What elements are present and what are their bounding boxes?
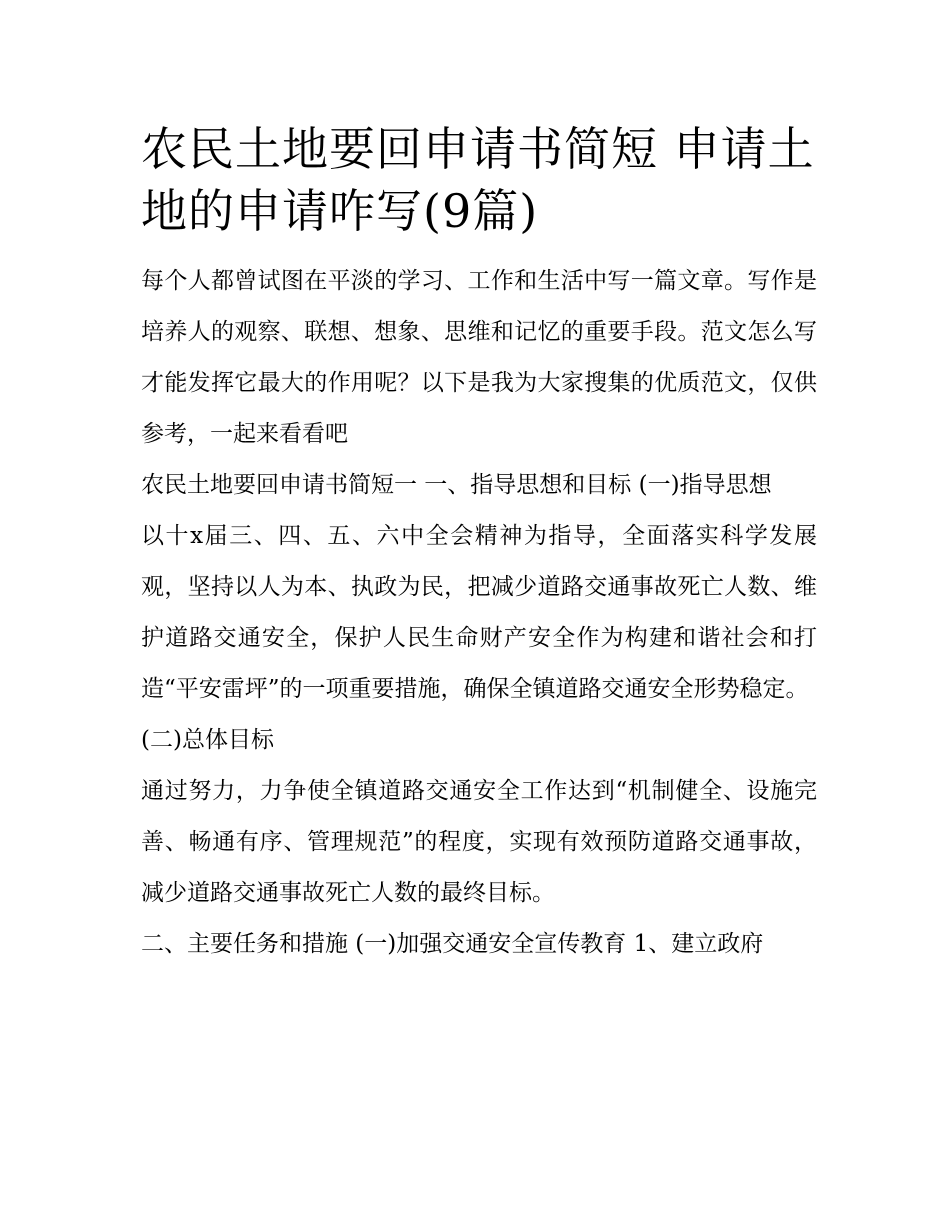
paragraph-overall-goal: 通过努力，力争使全镇道路交通安全工作达到“机制健全、设施完善、畅通有序、管理规范”的程度，实现有效预防道路交通事故，减少道路交通事故死亡人数的最终目标。 xyxy=(141,778,817,906)
paragraph-intro: 每个人都曾试图在平淡的学习、工作和生活中写一篇文章。写作是培养人的观察、联想、想象、思维和记忆的重要手段。范文怎么写才能发挥它最大的作用呢？以下是我为大家搜集的优质范文，仅供参考，一起来看看吧 xyxy=(141,268,817,447)
paragraph-overall-goal-heading: (二)总体目标 xyxy=(141,727,274,753)
document-page xyxy=(141,118,817,970)
document-title: 农民土地要回申请书简短 申请土地的申请咋写(9篇) xyxy=(141,122,815,238)
paragraph-section-heading: 农民土地要回申请书简短一 一、指导思想和目标 (一)指导思想 xyxy=(141,472,772,498)
paragraph-guiding-thought: 以十x届三、四、五、六中全会精神为指导，全面落实科学发展观，坚持以人为本、执政为民，把减少道路交通事故死亡人数、维护道路交通安全，保护人民生命财产安全作为构建和谐社会和打造“平安雷坪”的一项重要措施，确保全镇道路交通安全形势稳定。 xyxy=(141,523,817,702)
paragraph-tasks-heading: 二、主要任务和措施 (一)加强交通安全宣传教育 1、建立政府 xyxy=(141,931,764,957)
